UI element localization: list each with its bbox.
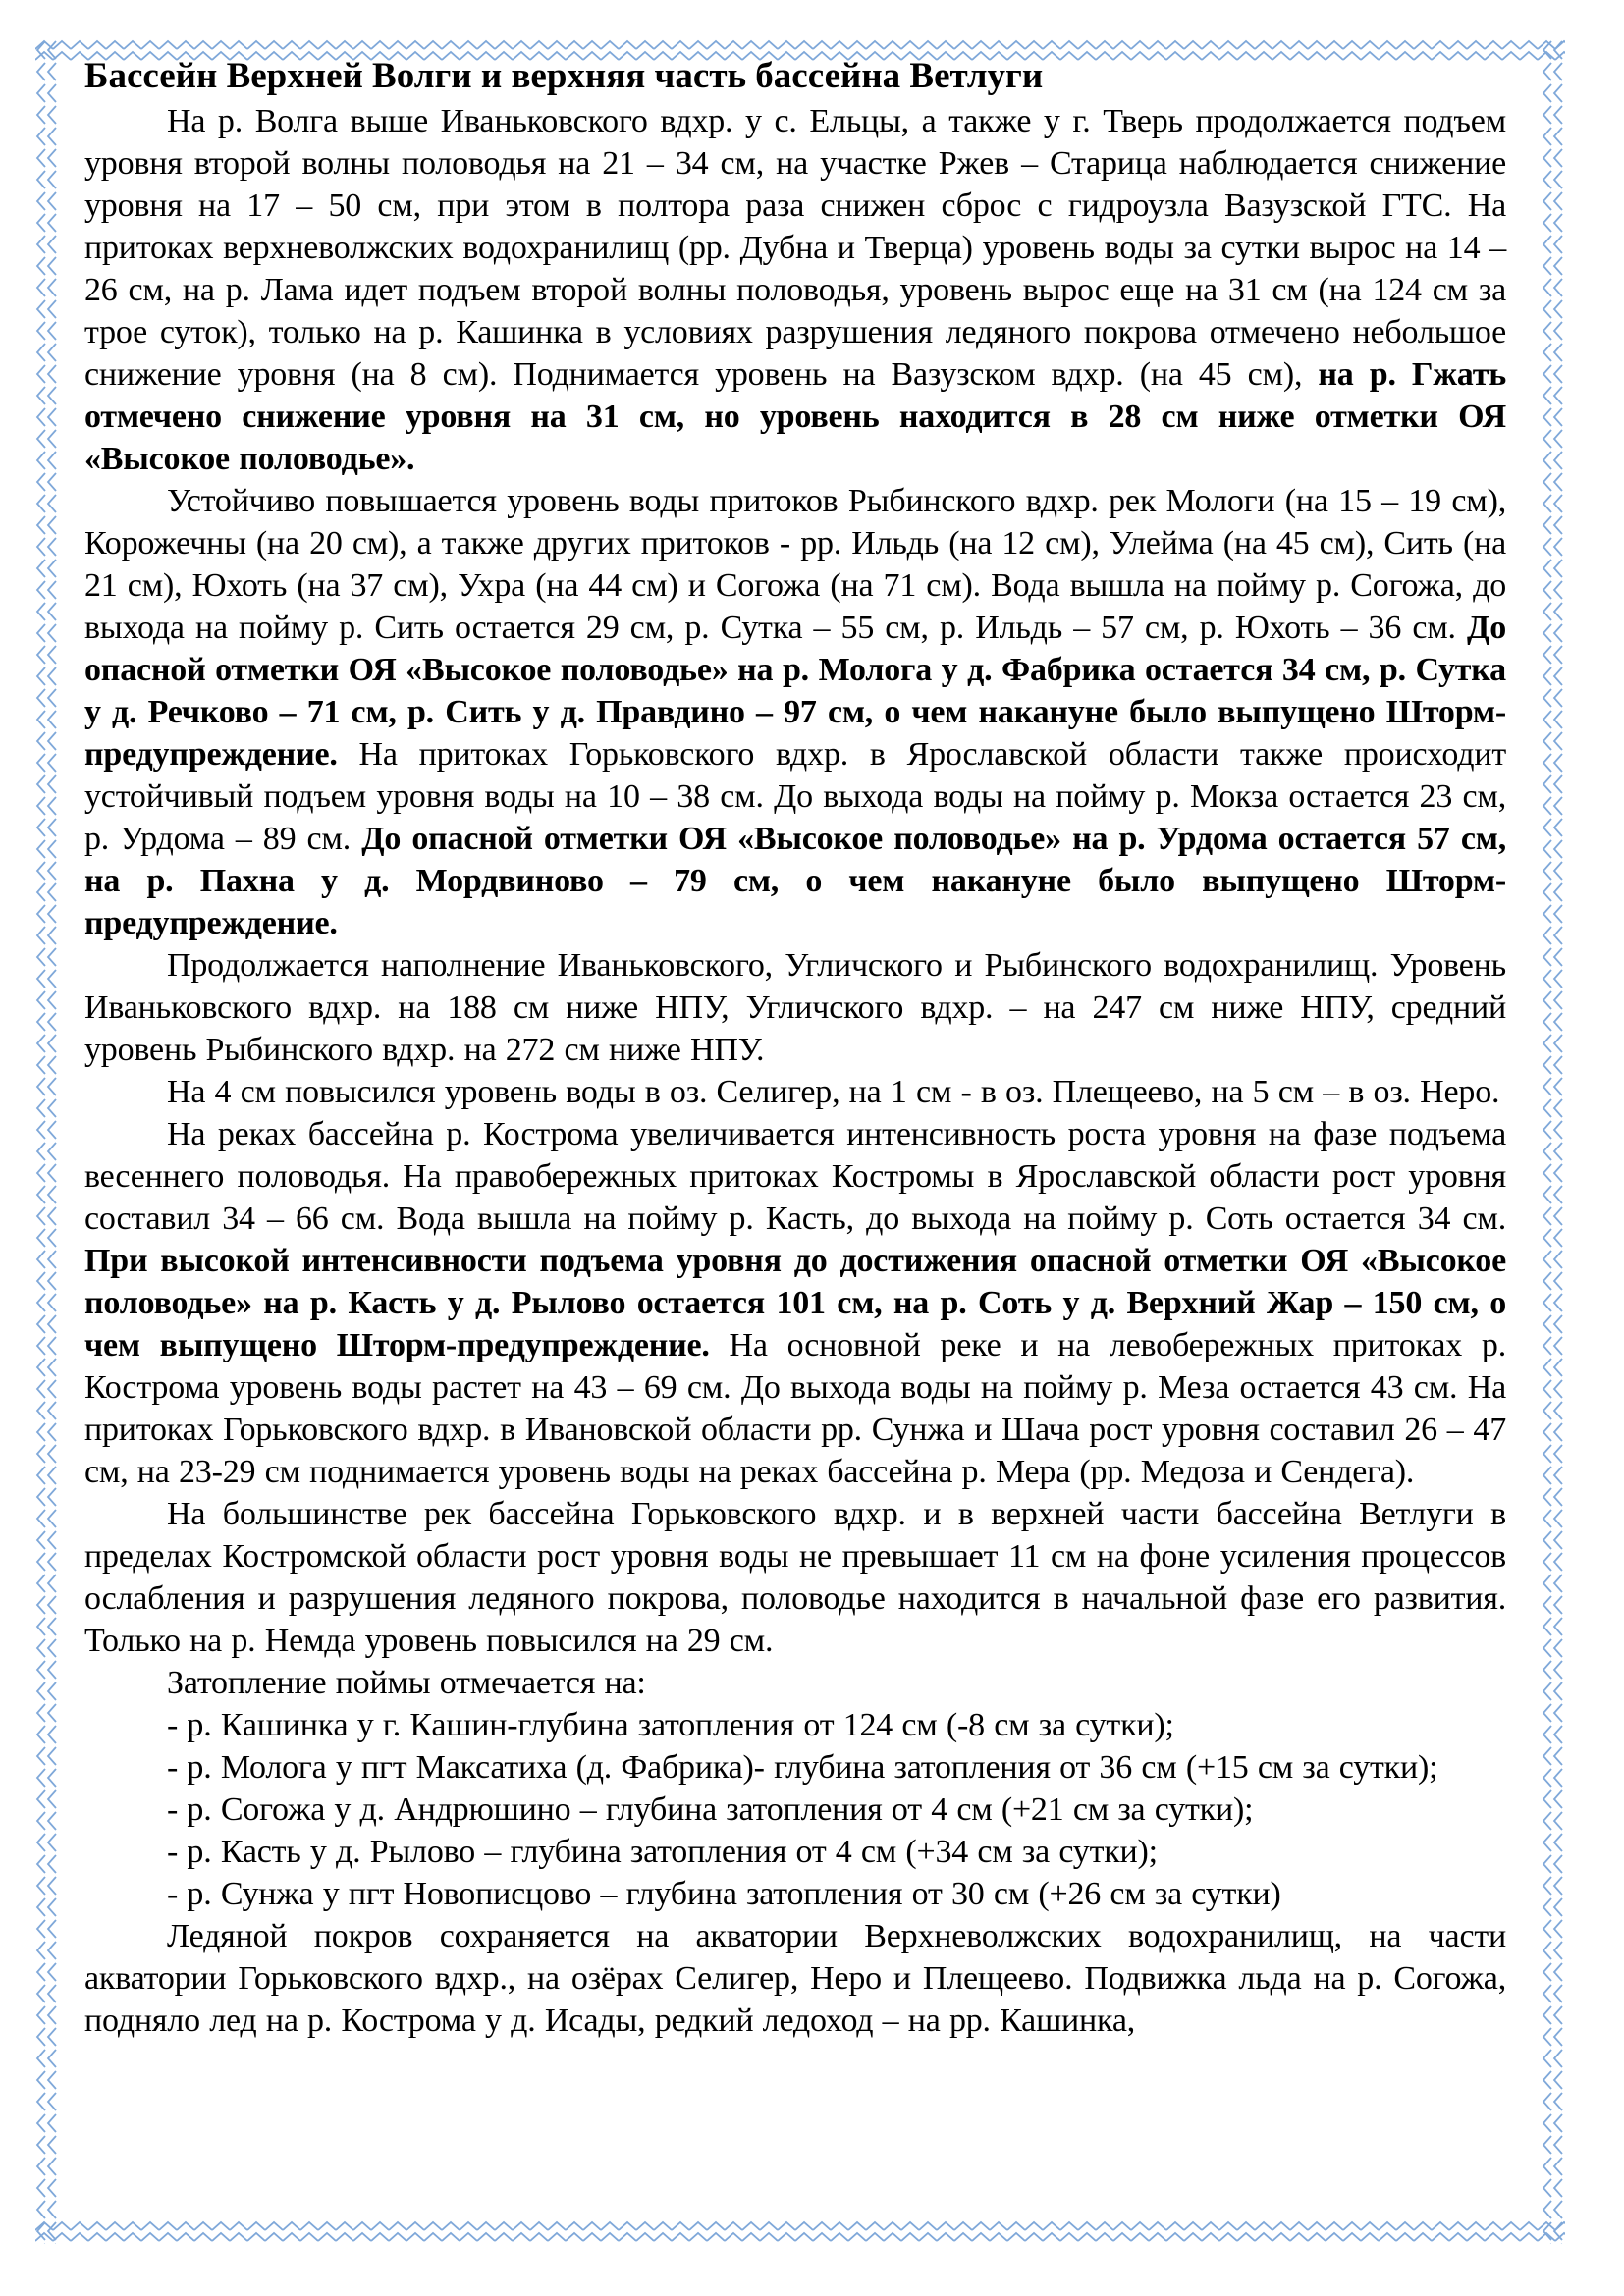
paragraph: [84, 100, 1506, 480]
paragraph: [84, 944, 1506, 1071]
paragraph: [84, 1662, 1506, 1704]
paragraph: [84, 1915, 1506, 2042]
paragraph: [84, 1873, 1506, 1915]
text-run: На большинстве рек бассейна Горьковского вдхр. и в верхней части бассейна Ветлуги в пределах Костромской области рост уровня воды не превышает 11 см на фоне усиления процессов ослабления и разрушения ледяного покрова, половодье находится в начальной фазе его развития. Только на р. Немда уровень повысился на 29 см.: [84, 1496, 1506, 1659]
bold-run: При высокой интенсивности подъема уровня до достижения опасной отметки ОЯ «Высокое половодье» на р. Касть у д. Рылово остается 101 см, на р. Соть у д. Верхний Жар – 150 см, о чем выпущено Шторм-предупреждение.: [84, 1243, 1506, 1363]
text-run: Устойчиво повышается уровень воды притоков Рыбинского вдхр. рек Мологи (на 15 – 19 см), Корожечны (на 20 см), а также других притоков - рр. Ильдь (на 12 см), Улейма (на 45 см), Сить (на 21 см), Юхоть (на 37 см), Ухра (на 44 см) и Согожа (на 71 см). Вода вышла на пойму р. Согожа, до выхода на пойму р. Сить остается 29 см, р. Сутка – 55 см, р. Ильдь – 57 см, р. Юхоть – 36 см.: [84, 483, 1506, 646]
paragraph: [84, 1831, 1506, 1873]
text-run: - р. Сунжа у пгт Новописцово – глубина затопления от 30 см (+26 см за сутки): [167, 1876, 1281, 1912]
text-run: - р. Молога у пгт Максатиха (д. Фабрика)- глубина затопления от 36 см (+15 см за сутки);: [167, 1749, 1438, 1786]
page-border-bottom-zigzag: [35, 2220, 1565, 2244]
page-border-left-zigzag: [35, 39, 59, 2244]
document-title: Бассейн Верхней Волги и верхняя часть бассейна Ветлуги: [84, 56, 1044, 96]
text-run: - р. Касть у д. Рылово – глубина затопления от 4 см (+34 см за сутки);: [167, 1834, 1158, 1870]
text-run: - р. Кашинка у г. Кашин-глубина затопления от 124 см (-8 см за сутки);: [167, 1707, 1174, 1743]
paragraph: [84, 1746, 1506, 1789]
text-run: На р. Волга выше Иваньковского вдхр. у с. Ельцы, а также у г. Тверь продолжается подъем уровня второй волны половодья на 21 – 34 см, на участке Ржев – Старица наблюдается снижение уровня на 17 – 50 см, при этом в полтора раза снижен сброс с гидроузла Вазузской ГТС. На притоках верхневолжских водохранилищ (рр. Дубна и Тверца) уровень воды за сутки вырос на 14 – 26 см, на р. Лама идет подъем второй волны половодья, уровень вырос еще на 31 см (на 124 см за трое суток), только на р. Кашинка в условиях разрушения ледяного покрова отмечено небольшое снижение уровня (на 8 см). Поднимается уровень на Вазузском вдхр. (на 45 см),: [84, 103, 1506, 393]
paragraph: [84, 1493, 1506, 1662]
bold-run: До опасной отметки ОЯ «Высокое половодье» на р. Молога у д. Фабрика остается 34 см, р. Сутка у д. Речково – 71 см, р. Сить у д. Правдино – 97 см, о чем накануне было выпущено Шторм-предупреждение.: [84, 610, 1506, 773]
text-run: На 4 см повысился уровень воды в оз. Селигер, на 1 см - в оз. Плещеево, на 5 см – в оз. Неро.: [167, 1074, 1500, 1110]
document-content: [84, 55, 1506, 2042]
paragraph: [84, 1789, 1506, 1831]
paragraph: [84, 480, 1506, 944]
text-run: Затопление поймы отмечается на:: [167, 1665, 646, 1701]
text-run: На реках бассейна р. Кострома увеличивается интенсивность роста уровня на фазе подъема весеннего половодья. На правобережных притоках Костромы в Ярославской области рост уровня составил 34 – 66 см. Вода вышла на пойму р. Касть, до выхода на пойму р. Соть остается 34 см.: [84, 1116, 1506, 1237]
text-run: На притоках Горьковского вдхр. в Ярославской области также происходит устойчивый подъем уровня воды на 10 – 38 см. До выхода воды на пойму р. Мокза остается 23 см, р. Урдома – 89 см.: [84, 736, 1506, 857]
paragraph: [84, 1704, 1506, 1746]
page-border-right-zigzag: [1542, 39, 1565, 2244]
paragraph: [84, 1113, 1506, 1493]
text-run: Ледяной покров сохраняется на акватории Верхневолжских водохранилищ, на части акватории Горьковского вдхр., на озёрах Селигер, Неро и Плещеево. Подвижка льда на р. Согожа, подняло лед на р. Кострома у д. Исады, редкий ледоход – на рр. Кашинка,: [84, 1918, 1506, 2039]
bold-run: До опасной отметки ОЯ «Высокое половодье» на р. Урдома остается 57 см, на р. Пахна у д. Мордвиново – 79 см, о чем накануне было выпущено Шторм-предупреждение.: [84, 821, 1506, 941]
text-run: Продолжается наполнение Иваньковского, Угличского и Рыбинского водохранилищ. Уровень Иваньковского вдхр. на 188 см ниже НПУ, Угличского вдхр. – на 247 см ниже НПУ, средний уровень Рыбинского вдхр. на 272 см ниже НПУ.: [84, 947, 1506, 1068]
paragraph: [84, 1071, 1506, 1113]
text-run: На основной реке и на левобережных притоках р. Кострома уровень воды растет на 43 – 69 см. До выхода воды на пойму р. Меза остается 43 см. На притоках Горьковского вдхр. в Ивановской области рр. Сунжа и Шача рост уровня составил 26 – 47 см, на 23-29 см поднимается уровень воды на реках бассейна р. Мера (рр. Медоза и Сендега).: [84, 1327, 1506, 1490]
bold-run: на р. Гжать отмечено снижение уровня на 31 см, но уровень находится в 28 см ниже отметки ОЯ «Высокое половодье».: [84, 356, 1506, 477]
document-body: [84, 100, 1506, 2042]
text-run: - р. Согожа у д. Андрюшино – глубина затопления от 4 см (+21 см за сутки);: [167, 1791, 1254, 1828]
